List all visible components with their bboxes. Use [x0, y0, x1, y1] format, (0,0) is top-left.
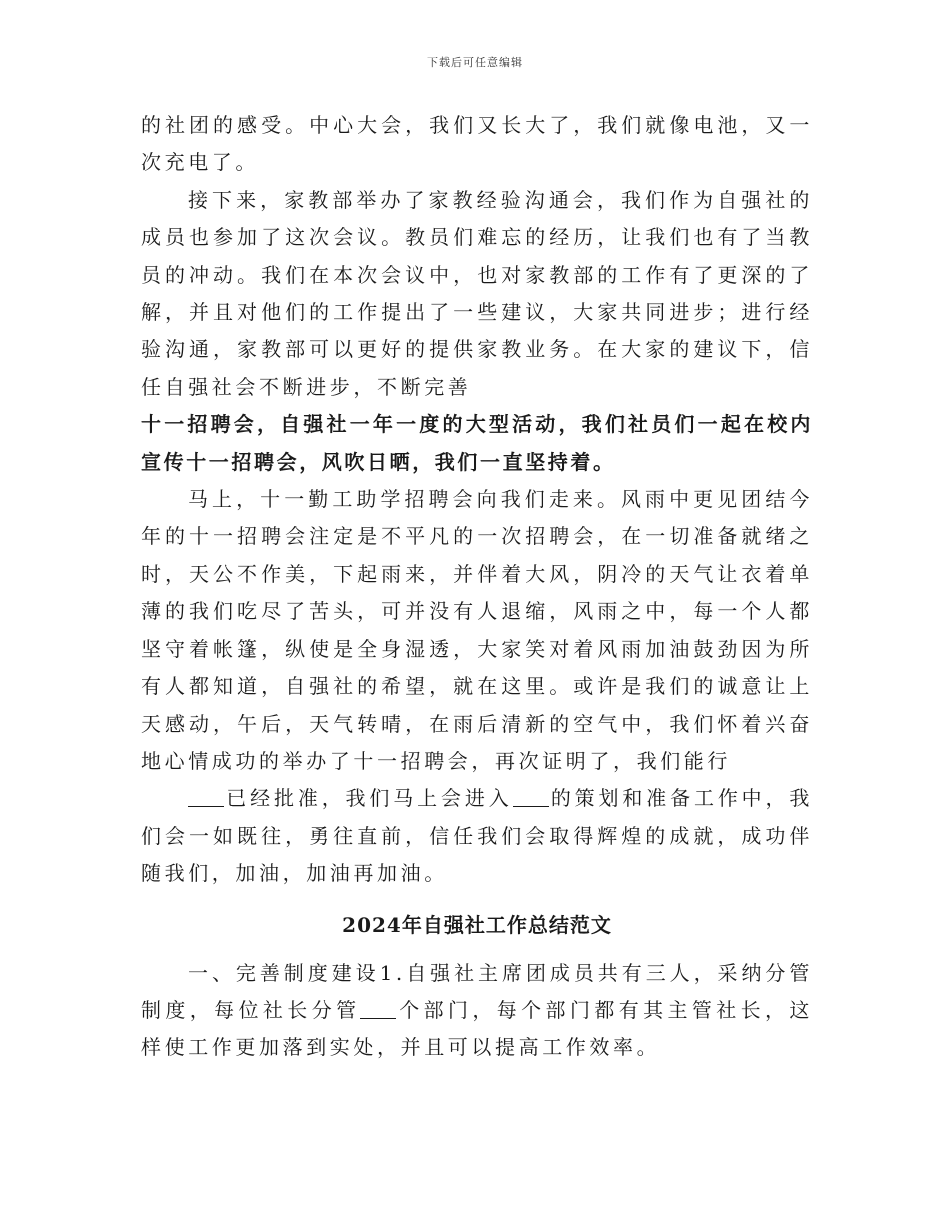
paragraph-system-part2: 个部门，每个部门都有其主管社长，这样使工作更加落到实处，并且可以提高工作效率。 [141, 997, 814, 1060]
blank-underline [360, 1000, 396, 1019]
paragraph-system-part1: 一、完善制度建设1.自强社主席团成员共有三人，采纳分管制度，每位社长分管 [141, 960, 813, 1022]
paragraph-job-fair-story: 马上，十一勤工助学招聘会向我们走来。风雨中更见团结今年的十一招聘会注定是不平凡的一次招聘会，在一切准备就绪之时，天公不作美，下起雨来，并伴着大风，阴冷的天气让衣着单薄的我们吃尽了苦头，可并没有人退缩，风雨之中，每一个人都坚守着帐篷，纵使是全身湿透，大家笑对着风雨加油鼓劲因为所有人都知道，自强社的希望，就在这里。或许是我们的诚意让上天感动，午后，天气转晴，在雨后清新的空气中，我们怀着兴奋地心情成功的举办了十一招聘会，再次证明了，我们能行 [141, 487, 813, 773]
blank-underline [188, 788, 224, 807]
document-body [141, 107, 813, 1067]
blank-underline [513, 788, 549, 807]
section-title: 2024年自强社工作总结范文 [342, 912, 612, 937]
page-header-note: 下载后可任意编辑 [427, 56, 523, 69]
paragraph-continuation: 的社团的感受。中心大会，我们又长大了，我们就像电池，又一次充电了。 [141, 113, 813, 175]
paragraph-approval [141, 780, 813, 892]
paragraph-approval-part1: 已经批准，我们马上会进入 [226, 786, 513, 811]
paragraph-tutoring-meeting: 接下来，家教部举办了家教经验沟通会，我们作为自强社的成员也参加了这次会议。教员们难忘的经历，让我们也有了当教员的冲动。我们在本次会议中，也对家教部的工作有了更深的了解，并且对他们的工作提出了一些建议，大家共同进步；进行经验沟通，家教部可以更好的提供家教业务。在大家的建议下，信任自强社会不断进步，不断完善 [141, 187, 813, 399]
paragraph-system-building [141, 955, 813, 1067]
paragraph-approval-part2: 的策划和准备工作中，我们会一如既往，勇往直前，信任我们会取得辉煌的成就，成功伴随我们，加油，加油再加油。 [141, 786, 813, 886]
paragraph-job-fair-headline: 十一招聘会，自强社一年一度的大型活动，我们社员们一起在校内宣传十一招聘会，风吹日晒，我们一直坚持着。 [141, 412, 813, 474]
